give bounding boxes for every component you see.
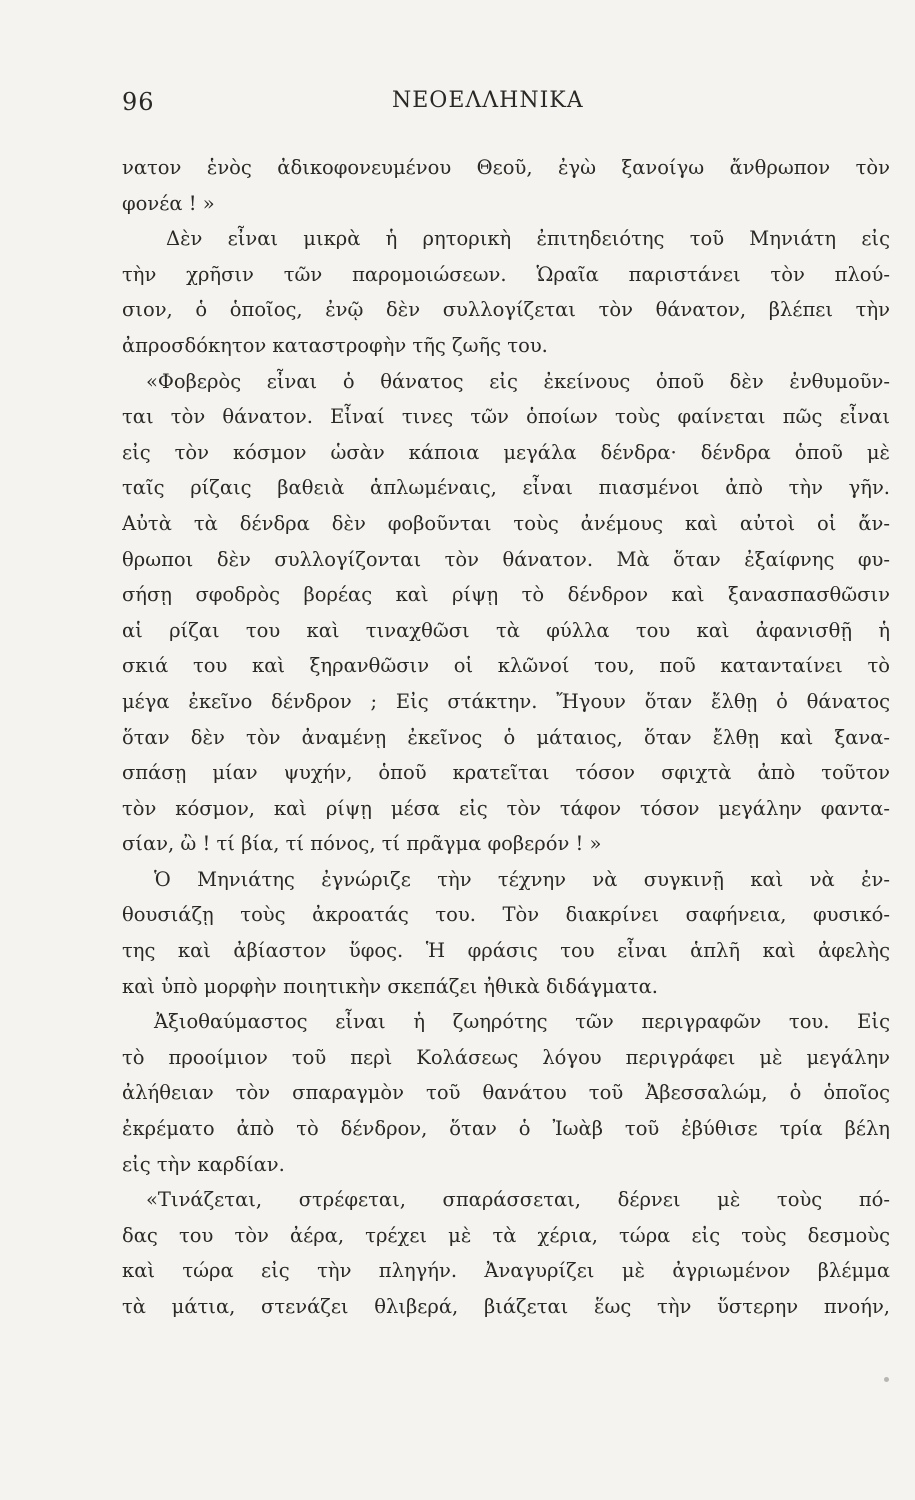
- text-line: τὸ προοίμιον τοῦ περὶ Κολάσεως λόγου περιγράφει μὲ μεγάλην: [122, 1045, 890, 1069]
- text-line: «Φοβερὸς εἶναι ὁ θάνατος εἰς ἐκείνους ὁποῦ δὲν ἐνθυμοῦν-: [146, 369, 890, 393]
- text-line: Αὐτὰ τὰ δένδρα δὲν φοβοῦνται τοὺς ἀνέμους καὶ αὐτοὶ οἱ ἄν-: [122, 511, 890, 535]
- text-line: σίαν, ὢ ! τί βία, τί πόνος, τί πρᾶγμα φοβερόν ! »: [122, 832, 602, 856]
- text-line: καὶ τώρα εἰς τὴν πληγήν. Ἀναγυρίζει μὲ ἀγριωμένον βλέμμα: [122, 1259, 890, 1283]
- body-text: [122, 150, 890, 1325]
- text-line: θουσιάζῃ τοὺς ἀκροατάς του. Τὸν διακρίνει σαφήνεια, φυσικό-: [122, 903, 890, 927]
- text-line: σιον, ὁ ὁποῖος, ἐνῷ δὲν συλλογίζεται τὸν θάνατον, βλέπει τὴν: [122, 298, 890, 322]
- text-line: ἀπροσδόκητον καταστροφὴν τῆς ζωῆς του.: [122, 333, 548, 357]
- running-title: ΝΕΟΕΛΛΗΝΙΚΑ: [392, 88, 584, 113]
- text-line: σήσῃ σφοδρὸς βορέας καὶ ρίψῃ τὸ δένδρον καὶ ξανασπασθῶσιν: [122, 583, 890, 607]
- text-line: Ὁ Μηνιάτης ἐγνώριζε τὴν τέχνην νὰ συγκινῇ καὶ νὰ ἐν-: [154, 867, 890, 891]
- text-line: καὶ ὑπὸ μορφὴν ποιητικὴν σκεπάζει ἠθικὰ διδάγματα.: [122, 974, 658, 998]
- text-line: Ἀξιοθαύμαστος εἶναι ἡ ζωηρότης τῶν περιγραφῶν του. Εἰς: [154, 1010, 890, 1034]
- text-line: ται τὸν θάνατον. Εἶναί τινες τῶν ὁποίων τοὺς φαίνεται πῶς εἶναι: [122, 405, 890, 429]
- text-line: Δὲν εἶναι μικρὰ ἡ ρητορικὴ ἐπιτηδειότης τοῦ Μηνιάτη εἰς: [166, 227, 890, 251]
- text-line: ἀλήθειαν τὸν σπαραγμὸν τοῦ θανάτου τοῦ Ἀβεσσαλώμ, ὁ ὁποῖος: [122, 1081, 890, 1105]
- text-line: τὴν χρῆσιν τῶν παρομοιώσεων. Ὡραῖα παριστάνει τὸν πλού-: [122, 262, 890, 286]
- page-number: 96: [122, 88, 155, 116]
- text-line: τὰ μάτια, στενάζει θλιβερά, βιάζεται ἕως τὴν ὕστερην πνοήν,: [122, 1295, 890, 1318]
- text-line: ὅταν δὲν τὸν ἀναμένῃ ἐκεῖνος ὁ μάταιος, ὅταν ἔλθῃ καὶ ξανα-: [122, 725, 890, 749]
- text-line: ἐκρέματο ἀπὸ τὸ δένδρον, ὅταν ὁ Ἰωὰβ τοῦ ἐβύθισε τρία βέλη: [122, 1117, 890, 1141]
- text-line: εἰς τὴν καρδίαν.: [122, 1152, 285, 1176]
- paper-speck: [884, 1377, 889, 1382]
- text-line: ταῖς ρίζαις βαθειὰ ἁπλωμέναις, εἶναι πιασμένοι ἀπὸ τὴν γῆν.: [122, 476, 890, 500]
- text-line: νατον ἑνὸς ἀδικοφονευμένου Θεοῦ, ἐγὼ ξανοίγω ἄνθρωπον τὸν: [122, 156, 890, 179]
- text-line: μέγα ἐκεῖνο δένδρον ; Εἰς στάκτην. Ἤγουν ὅταν ἔλθῃ ὁ θάνατος: [122, 689, 890, 713]
- text-line: σπάσῃ μίαν ψυχήν, ὁποῦ κρατεῖται τόσον σφιχτὰ ἀπὸ τοῦτον: [122, 761, 890, 785]
- text-line: αἱ ρίζαι του καὶ τιναχθῶσι τὰ φύλλα του καὶ ἀφανισθῇ ἡ: [122, 618, 890, 642]
- text-line: «Τινάζεται, στρέφεται, σπαράσσεται, δέρνει μὲ τοὺς πό-: [146, 1188, 890, 1212]
- text-line: φονέα ! »: [122, 191, 215, 215]
- page-header: [122, 88, 887, 124]
- text-line: τὸν κόσμον, καὶ ρίψῃ μέσα εἰς τὸν τάφον τόσον μεγάλην φαντα-: [122, 796, 890, 820]
- text-line: σκιά του καὶ ξηρανθῶσιν οἱ κλῶνοί του, ποῦ κατανταίνει τὸ: [122, 654, 890, 678]
- text-line: θρωποι δὲν συλλογίζονται τὸν θάνατον. Μὰ ὅταν ἐξαίφνης φυ-: [122, 547, 890, 571]
- text-line: δας του τὸν ἀέρα, τρέχει μὲ τὰ χέρια, τώρα εἰς τοὺς δεσμοὺς: [122, 1223, 890, 1247]
- text-line: της καὶ ἀβίαστον ὕφος. Ἡ φράσις του εἶναι ἁπλῆ καὶ ἀφελὴς: [122, 939, 890, 963]
- text-line: εἰς τὸν κόσμον ὡσὰν κάποια μεγάλα δένδρα· δένδρα ὁποῦ μὲ: [122, 440, 890, 464]
